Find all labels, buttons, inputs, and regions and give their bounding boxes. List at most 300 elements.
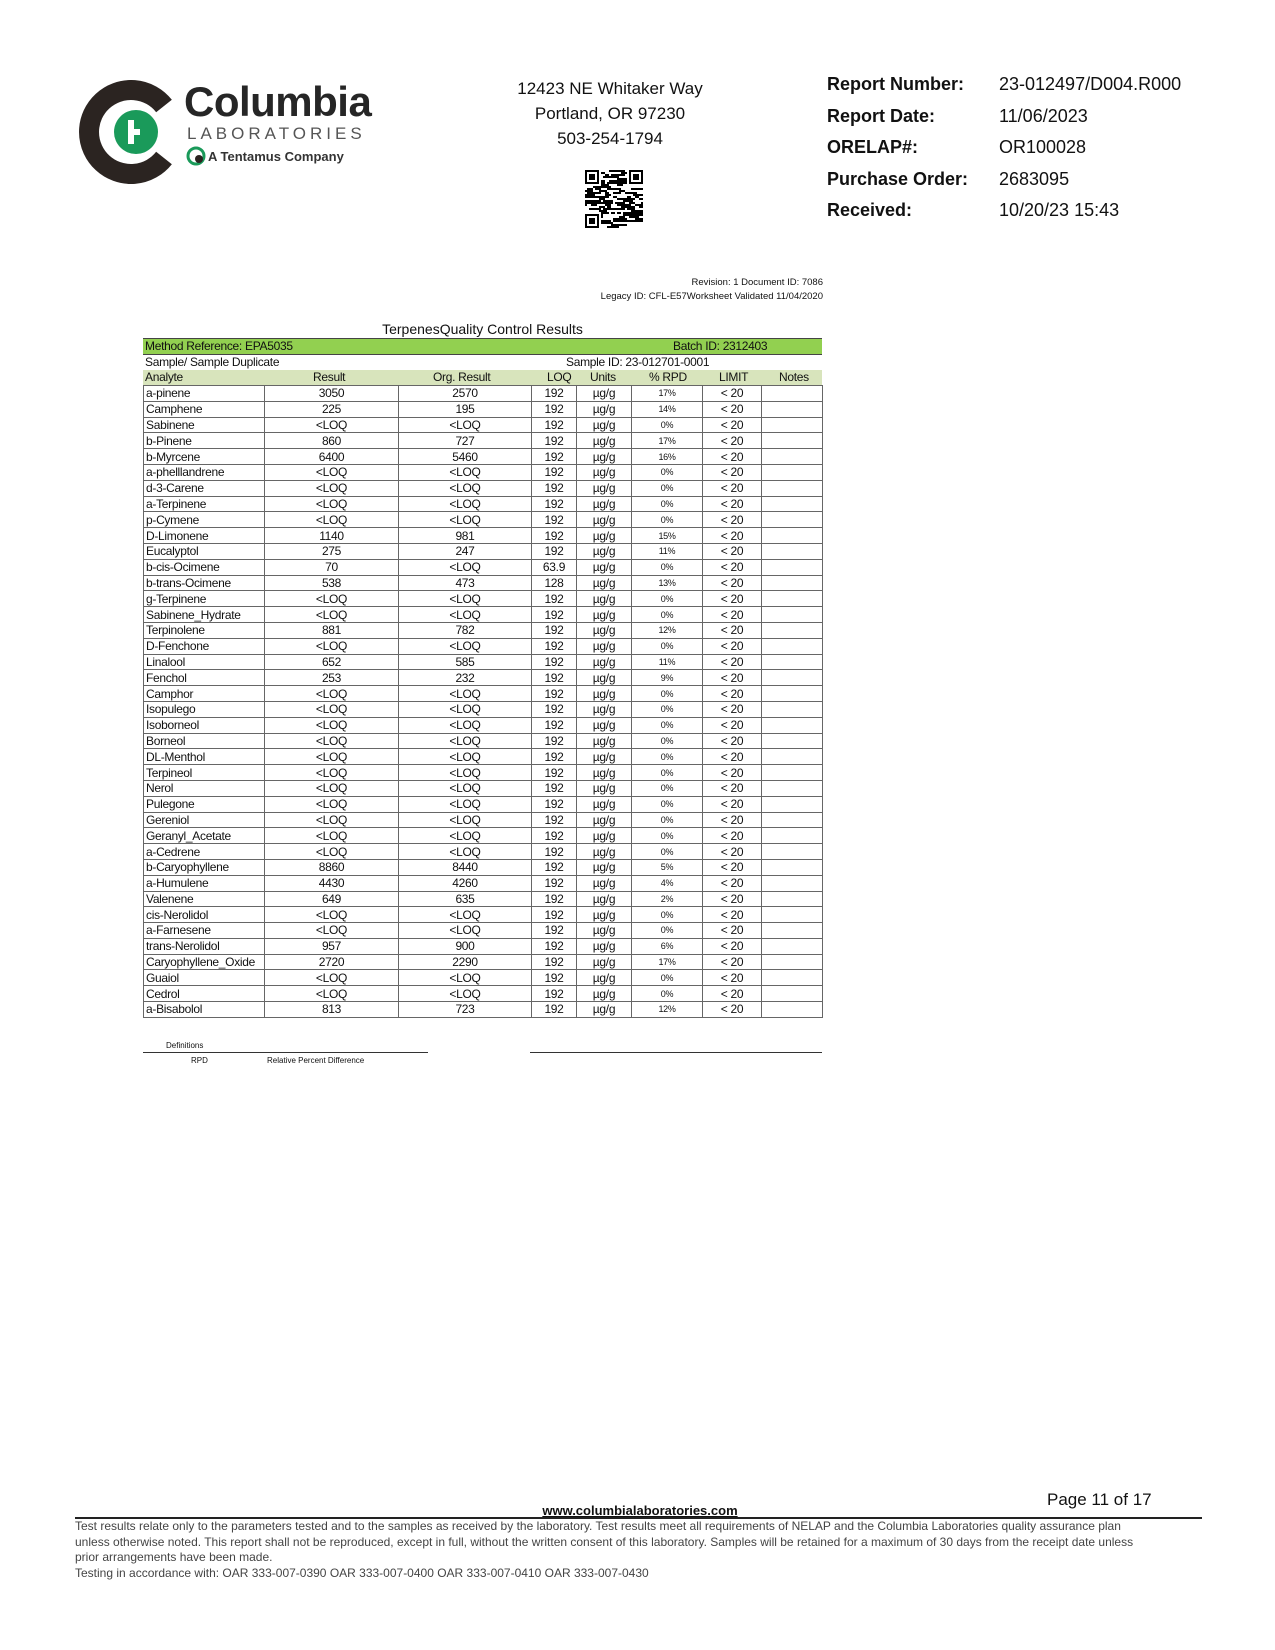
table-row [144,749,823,765]
cell-notes [762,575,823,591]
cell-rpd: 0% [632,733,703,749]
cell-org-result: 635 [399,891,532,907]
cell-result: <LOQ [265,464,399,480]
cell-org-result: <LOQ [399,812,532,828]
cell-units: µg/g [577,543,632,559]
cell-org-result: <LOQ [399,907,532,923]
cell-notes [762,970,823,986]
revision-info [480,276,823,304]
cell-analyte: a-Bisabolol [144,1002,265,1018]
cell-rpd: 0% [632,686,703,702]
cell-analyte: Camphene [144,401,265,417]
table-row [144,654,823,670]
received-value: 10/20/23 15:43 [999,200,1120,220]
cell-units: µg/g [577,765,632,781]
table-row [144,433,823,449]
cell-analyte: D-Limonene [144,528,265,544]
cell-result: 813 [265,1002,399,1018]
cell-notes [762,765,823,781]
cell-analyte: a-Humulene [144,875,265,891]
table-row [144,938,823,954]
cell-analyte: Terpinolene [144,622,265,638]
cell-rpd: 0% [632,828,703,844]
disclaimer-line-3: prior arrangements have been made. [75,1550,273,1564]
website-link[interactable]: www.columbialaboratories.com [542,1503,738,1518]
cell-notes [762,480,823,496]
cell-rpd: 5% [632,859,703,875]
cell-limit: < 20 [703,717,762,733]
table-row [144,386,823,402]
cell-notes [762,622,823,638]
cell-org-result: <LOQ [399,480,532,496]
cell-loq: 192 [532,780,577,796]
cell-loq: 192 [532,986,577,1002]
cell-analyte: a-Cedrene [144,844,265,860]
cell-result: 957 [265,938,399,954]
cell-org-result: <LOQ [399,591,532,607]
cell-limit: < 20 [703,575,762,591]
cell-analyte: b-trans-Ocimene [144,575,265,591]
cell-rpd: 0% [632,607,703,623]
cell-loq: 192 [532,654,577,670]
cell-analyte: Guaiol [144,970,265,986]
cell-notes [762,907,823,923]
cell-limit: < 20 [703,480,762,496]
cell-notes [762,386,823,402]
cell-analyte: Isopulego [144,701,265,717]
cell-org-result: <LOQ [399,733,532,749]
col-analyte: Analyte [145,370,183,384]
cell-result: 860 [265,433,399,449]
qc-table-body [144,386,823,1018]
cell-analyte: Borneol [144,733,265,749]
cell-analyte: cis-Nerolidol [144,907,265,923]
cell-org-result: 232 [399,670,532,686]
cell-loq: 192 [532,417,577,433]
cell-result: <LOQ [265,717,399,733]
sample-type: Sample/ Sample Duplicate [145,355,280,369]
cell-analyte: p-Cymene [144,512,265,528]
company-logo [78,78,408,188]
cell-result: <LOQ [265,686,399,702]
cell-rpd: 0% [632,765,703,781]
cell-result: 652 [265,654,399,670]
cell-notes [762,401,823,417]
cell-result: 538 [265,575,399,591]
cell-units: µg/g [577,717,632,733]
cell-rpd: 0% [632,844,703,860]
table-row [144,512,823,528]
table-row [144,844,823,860]
cell-analyte: Gereniol [144,812,265,828]
cell-rpd: 4% [632,875,703,891]
cell-loq: 192 [532,686,577,702]
cell-result: <LOQ [265,796,399,812]
cell-units: µg/g [577,812,632,828]
cell-rpd: 0% [632,780,703,796]
cell-notes [762,559,823,575]
cell-units: µg/g [577,433,632,449]
table-row [144,828,823,844]
table-row [144,591,823,607]
legacy-id-line: Legacy ID: CFL-E57Worksheet Validated 11/04/2020 [600,291,823,302]
cell-notes [762,780,823,796]
col-result: Result [313,370,346,384]
cell-loq: 192 [532,717,577,733]
table-row [144,733,823,749]
cell-rpd: 12% [632,622,703,638]
cell-org-result: <LOQ [399,686,532,702]
cell-analyte: Isoborneol [144,717,265,733]
cell-result: 275 [265,543,399,559]
cell-limit: < 20 [703,638,762,654]
batch-id: Batch ID: 2312403 [673,339,768,353]
cell-loq: 192 [532,701,577,717]
cell-org-result: 247 [399,543,532,559]
definitions-rule-left [143,1052,428,1053]
qr-code-icon [585,170,643,228]
cell-loq: 192 [532,923,577,939]
cell-loq: 128 [532,575,577,591]
cell-org-result: <LOQ [399,717,532,733]
cell-rpd: 16% [632,449,703,465]
cell-result: 225 [265,401,399,417]
cell-analyte: Pulegone [144,796,265,812]
cell-org-result: <LOQ [399,986,532,1002]
table-row [144,986,823,1002]
definitions-rule-right [530,1052,822,1053]
cell-rpd: 14% [632,401,703,417]
disclaimer-line-2: unless otherwise noted. This report shall not be reproduced, except in full, without the written consent of this laboratory. Samples will be retained for a maximum of 30 days from the receipt date unless [75,1534,1134,1549]
cell-notes [762,859,823,875]
cell-org-result: <LOQ [399,607,532,623]
cell-analyte: Valenene [144,891,265,907]
table-row [144,496,823,512]
cell-org-result: 473 [399,575,532,591]
cell-rpd: 0% [632,970,703,986]
cell-notes [762,638,823,654]
cell-loq: 192 [532,543,577,559]
cell-notes [762,812,823,828]
cell-notes [762,891,823,907]
cell-rpd: 0% [632,749,703,765]
cell-units: µg/g [577,528,632,544]
cell-rpd: 0% [632,591,703,607]
table-row [144,607,823,623]
cell-result: <LOQ [265,780,399,796]
cell-limit: < 20 [703,938,762,954]
cell-result: 6400 [265,449,399,465]
cell-result: <LOQ [265,749,399,765]
table-row [144,717,823,733]
lab-address [470,76,750,151]
cell-analyte: Cedrol [144,986,265,1002]
cell-result: <LOQ [265,986,399,1002]
cell-loq: 192 [532,733,577,749]
cell-limit: < 20 [703,559,762,575]
cell-limit: < 20 [703,765,762,781]
cell-units: µg/g [577,591,632,607]
report-date-label: Report Date: [827,105,936,126]
cell-limit: < 20 [703,780,762,796]
cell-units: µg/g [577,622,632,638]
cell-units: µg/g [577,670,632,686]
cell-units: µg/g [577,844,632,860]
footer-disclaimer [75,1519,1205,1581]
cell-result: <LOQ [265,496,399,512]
cell-org-result: <LOQ [399,496,532,512]
cell-units: µg/g [577,796,632,812]
col-units: Units [590,370,616,384]
cell-rpd: 0% [632,638,703,654]
cell-units: µg/g [577,954,632,970]
cell-limit: < 20 [703,844,762,860]
cell-analyte: Nerol [144,780,265,796]
disclaimer-line-1: Test results relate only to the parameters tested and to the samples as received by the laboratory. Test results meet all requirements of NELAP and the Columbia Laboratories quality assurance plan [75,1519,1121,1533]
table-row [144,1002,823,1018]
cell-limit: < 20 [703,417,762,433]
cell-loq: 192 [532,749,577,765]
cell-notes [762,733,823,749]
table-row [144,638,823,654]
cell-analyte: Fenchol [144,670,265,686]
cell-units: µg/g [577,938,632,954]
cell-org-result: <LOQ [399,638,532,654]
cell-result: 881 [265,622,399,638]
received-label: Received: [827,200,913,220]
col-limit: LIMIT [719,370,749,384]
cell-limit: < 20 [703,464,762,480]
cell-analyte: Caryophyllene_Oxide [144,954,265,970]
cell-units: µg/g [577,480,632,496]
col-loq: LOQ [547,370,572,384]
cell-loq: 192 [532,464,577,480]
report-number-value: 23-012497/D004.R000 [999,74,1182,94]
cell-limit: < 20 [703,954,762,970]
cell-units: µg/g [577,496,632,512]
cell-analyte: b-cis-Ocimene [144,559,265,575]
cell-notes [762,670,823,686]
cell-result: <LOQ [265,970,399,986]
table-row [144,970,823,986]
cell-result: 1140 [265,528,399,544]
cell-limit: < 20 [703,828,762,844]
cell-units: µg/g [577,607,632,623]
cell-org-result: <LOQ [399,512,532,528]
cell-result: <LOQ [265,607,399,623]
cell-analyte: Geranyl_Acetate [144,828,265,844]
cell-rpd: 0% [632,923,703,939]
cell-units: µg/g [577,512,632,528]
cell-rpd: 17% [632,954,703,970]
definition-term: RPD [191,1056,208,1065]
cell-notes [762,701,823,717]
cell-loq: 192 [532,480,577,496]
cell-notes [762,654,823,670]
orelap-value: OR100028 [999,137,1087,157]
cell-notes [762,417,823,433]
cell-rpd: 0% [632,796,703,812]
cell-org-result: 981 [399,528,532,544]
cell-result: <LOQ [265,923,399,939]
cell-loq: 192 [532,449,577,465]
cell-analyte: a-Farnesene [144,923,265,939]
cell-notes [762,796,823,812]
cell-loq: 192 [532,844,577,860]
table-row [144,401,823,417]
cell-loq: 192 [532,970,577,986]
cell-notes [762,938,823,954]
cell-notes [762,875,823,891]
cell-analyte: g-Terpinene [144,591,265,607]
sample-id: Sample ID: 23-012701-0001 [566,355,710,369]
cell-limit: < 20 [703,859,762,875]
cell-loq: 192 [532,512,577,528]
cell-notes [762,528,823,544]
cell-analyte: Sabinene_Hydrate [144,607,265,623]
cell-notes [762,828,823,844]
cell-org-result: 723 [399,1002,532,1018]
cell-loq: 192 [532,1002,577,1018]
cell-loq: 192 [532,954,577,970]
report-number-label: Report Number: [827,74,965,94]
table-row [144,891,823,907]
cell-rpd: 0% [632,417,703,433]
cell-result: <LOQ [265,417,399,433]
cell-notes [762,986,823,1002]
cell-org-result: <LOQ [399,749,532,765]
cell-loq: 192 [532,670,577,686]
table-row [144,923,823,939]
cell-rpd: 0% [632,717,703,733]
cell-rpd: 17% [632,386,703,402]
definition-meaning: Relative Percent Difference [267,1056,365,1065]
cell-notes [762,496,823,512]
cell-result: 3050 [265,386,399,402]
cell-analyte: D-Fenchone [144,638,265,654]
cell-result: <LOQ [265,638,399,654]
cell-notes [762,433,823,449]
table-row [144,417,823,433]
cell-limit: < 20 [703,543,762,559]
cell-limit: < 20 [703,512,762,528]
cell-limit: < 20 [703,891,762,907]
cell-result: <LOQ [265,480,399,496]
cell-loq: 192 [532,875,577,891]
cell-units: µg/g [577,449,632,465]
report-date-value: 11/06/2023 [999,105,1088,126]
cell-result: 70 [265,559,399,575]
cell-units: µg/g [577,464,632,480]
cell-result: <LOQ [265,512,399,528]
cell-rpd: 0% [632,464,703,480]
logo-mark-icon [78,80,182,184]
cell-analyte: a-pinene [144,386,265,402]
address-street: 12423 NE Whitaker Way [517,79,703,98]
method-reference: Method Reference: EPA5035 [145,339,293,353]
cell-loq: 192 [532,765,577,781]
cell-result: <LOQ [265,907,399,923]
cell-rpd: 13% [632,575,703,591]
cell-rpd: 0% [632,480,703,496]
cell-result: <LOQ [265,765,399,781]
col-notes: Notes [779,370,809,384]
cell-loq: 192 [532,622,577,638]
cell-limit: < 20 [703,607,762,623]
cell-loq: 192 [532,828,577,844]
column-header-row [143,370,822,385]
purchase-order-value: 2683095 [999,168,1070,189]
cell-limit: < 20 [703,796,762,812]
cell-loq: 192 [532,638,577,654]
cell-loq: 192 [532,496,577,512]
disclaimer-line-4: Testing in accordance with: OAR 333-007-0390 OAR 333-007-0400 OAR 333-007-0410 OAR 333-007-0430 [75,1565,649,1580]
cell-analyte: b-Myrcene [144,449,265,465]
cell-rpd: 12% [632,1002,703,1018]
cell-rpd: 17% [632,433,703,449]
cell-org-result: 8440 [399,859,532,875]
cell-units: µg/g [577,1002,632,1018]
cell-loq: 192 [532,591,577,607]
cell-limit: < 20 [703,670,762,686]
cell-result: <LOQ [265,828,399,844]
cell-limit: < 20 [703,449,762,465]
table-row [144,796,823,812]
cell-loq: 192 [532,528,577,544]
cell-notes [762,686,823,702]
cell-limit: < 20 [703,875,762,891]
cell-limit: < 20 [703,496,762,512]
cell-notes [762,923,823,939]
table-row [144,449,823,465]
cell-units: µg/g [577,401,632,417]
cell-rpd: 9% [632,670,703,686]
cell-loq: 192 [532,433,577,449]
cell-limit: < 20 [703,701,762,717]
cell-units: µg/g [577,733,632,749]
definitions [143,1038,822,1068]
cell-org-result: 727 [399,433,532,449]
cell-rpd: 0% [632,559,703,575]
cell-analyte: b-Caryophyllene [144,859,265,875]
cell-notes [762,449,823,465]
cell-org-result: 2570 [399,386,532,402]
cell-analyte: d-3-Carene [144,480,265,496]
cell-org-result: 782 [399,622,532,638]
cell-units: µg/g [577,780,632,796]
cell-loq: 192 [532,796,577,812]
table-row [144,812,823,828]
cell-notes [762,512,823,528]
purchase-order-label: Purchase Order: [827,168,969,189]
cell-limit: < 20 [703,1002,762,1018]
cell-result: <LOQ [265,733,399,749]
cell-analyte: a-Terpinene [144,496,265,512]
table-row [144,480,823,496]
cell-loq: 192 [532,891,577,907]
table-row [144,575,823,591]
cell-analyte: Linalool [144,654,265,670]
cell-limit: < 20 [703,401,762,417]
cell-result: <LOQ [265,812,399,828]
cell-units: µg/g [577,891,632,907]
table-row [144,528,823,544]
cell-units: µg/g [577,923,632,939]
qc-results [143,338,822,1018]
cell-rpd: 0% [632,496,703,512]
cell-rpd: 11% [632,654,703,670]
cell-units: µg/g [577,749,632,765]
